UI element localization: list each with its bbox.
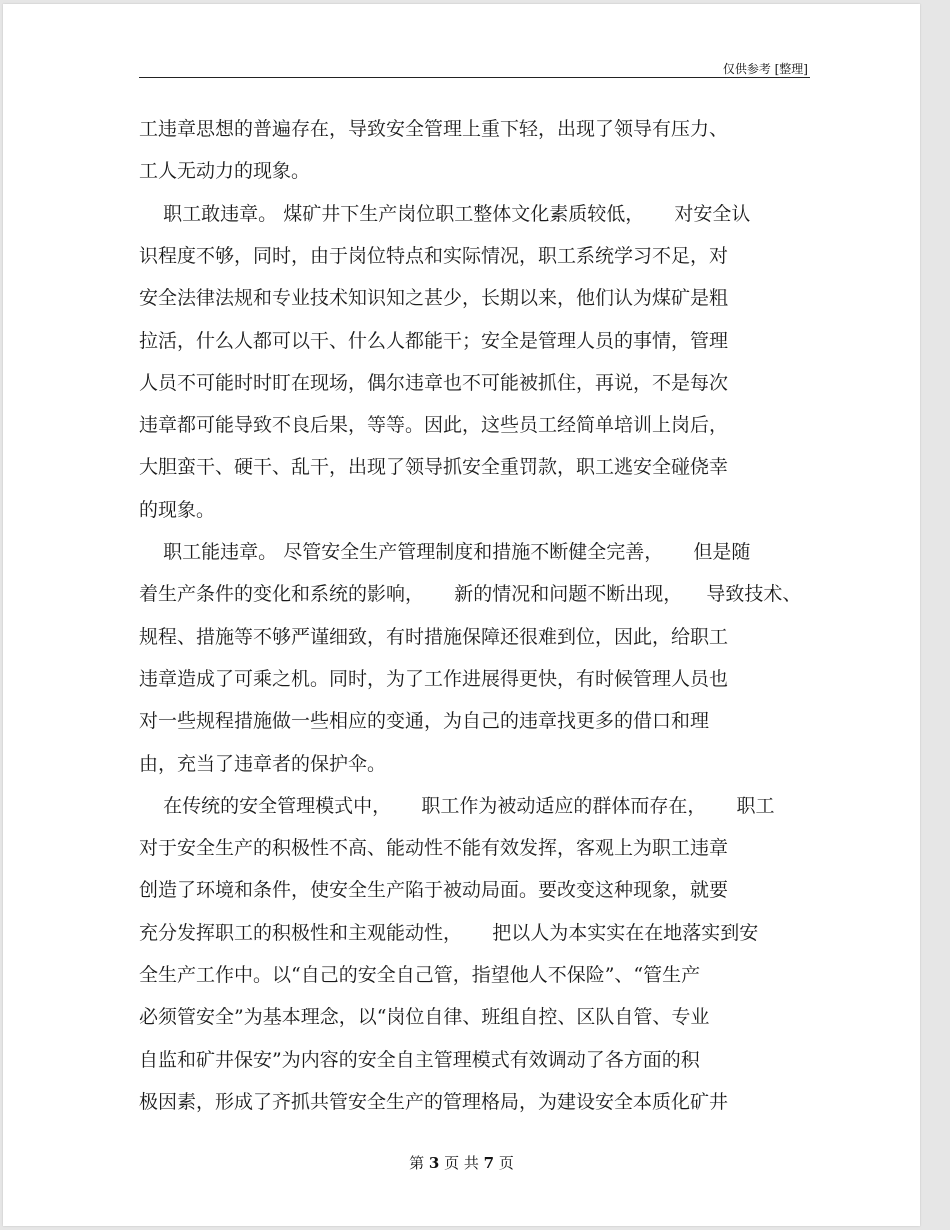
text-line: 的现象。 — [139, 498, 216, 521]
text-line: 着生产条件的变化和系统的影响， 新的情况和问题不断出现， 导致技术、 — [139, 583, 802, 606]
text-line: 工违章思想的普遍存在，导致安全管理上重下轻，出现了领导有压力、 — [139, 118, 729, 140]
text-line: 违章都可能导致不良后果，等等。因此，这些员工经简单培训上岗后， — [139, 414, 729, 437]
text-line: 工人无动力的现象。 — [139, 160, 311, 183]
text-line: 全生产工作中。以“自己的安全自己管，指望他人不保险”、“管生产 — [139, 964, 701, 986]
current-page-number: 3 — [428, 1154, 440, 1172]
text-line: 对一些规程措施做一些相应的变通，为自己的违章找更多的借口和理 — [139, 710, 710, 733]
footer-suffix: 页 — [498, 1154, 514, 1172]
header-rule — [139, 77, 810, 78]
text-line: 职工能违章。 尽管安全生产管理制度和措施不断健全完善， 但是随 — [139, 541, 751, 563]
text-line: 人员不可能时时盯在现场，偶尔违章也不可能被抓住，再说，不是每次 — [139, 371, 729, 394]
text-line: 识程度不够，同时，由于岗位特点和实际情况，职工系统学习不足，对 — [139, 244, 729, 267]
text-line: 极因素，形成了齐抓共管安全生产的管理格局，为建设安全本质化矿井 — [139, 1090, 729, 1113]
text-line: 创造了环境和条件，使安全生产陷于被动局面。要改变这种现象，就要 — [139, 879, 729, 902]
page-footer — [3, 1152, 920, 1173]
text-line: 必须管安全”为基本理念，以“岗位自律、班组自控、区队自管、专业 — [139, 1006, 710, 1029]
total-page-number: 7 — [483, 1154, 495, 1172]
text-line: 在传统的安全管理模式中， 职工作为被动适应的群体而存在， 职工 — [139, 794, 775, 817]
text-line: 充分发挥职工的积极性和主观能动性， 把以人为本实实在在地落实到安 — [139, 921, 759, 944]
text-line: 大胆蛮干、硬干、乱干，出现了领导抓安全重罚款，职工逃安全碰侥幸 — [139, 456, 729, 479]
text-line: 规程、措施等不够严谨细致，有时措施保障还很难到位，因此，给职工 — [139, 625, 729, 648]
footer-middle: 页 共 — [444, 1154, 479, 1172]
document-page — [3, 4, 920, 1226]
text-line: 安全法律法规和专业技术知识知之甚少，长期以来，他们认为煤矿是粗 — [139, 287, 729, 310]
footer-prefix: 第 — [409, 1154, 425, 1172]
text-line: 职工敢违章。 煤矿井下生产岗位职工整体文化素质较低， 对安全认 — [139, 202, 751, 225]
header-note: 仅供参考 [整理] — [722, 62, 808, 76]
text-line: 自监和矿井保安”为内容的安全自主管理模式有效调动了各方面的积 — [139, 1048, 700, 1071]
text-line: 拉活，什么人都可以干、什么人都能干；安全是管理人员的事情，管理 — [139, 329, 729, 352]
text-line: 对于安全生产的积极性不高、能动性不能有效发挥，客观上为职工违章 — [139, 837, 729, 860]
text-line: 违章造成了可乘之机。同时，为了工作进展得更快，有时候管理人员也 — [139, 667, 729, 690]
text-line: 由，充当了违章者的保护伞。 — [139, 752, 387, 775]
